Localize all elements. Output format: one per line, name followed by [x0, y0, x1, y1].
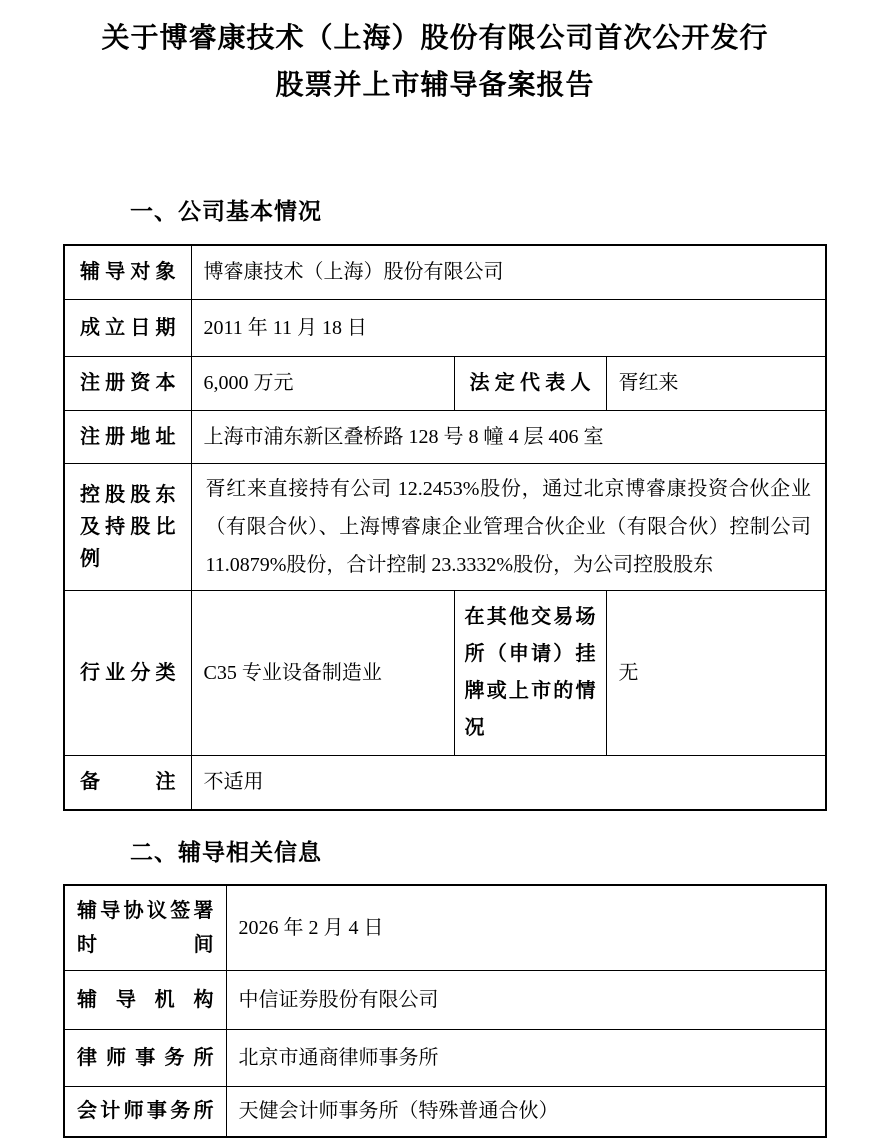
registered-address-label: 注册地址	[64, 410, 191, 463]
table-row-accounting-firm	[64, 1086, 826, 1137]
registered-capital-label: 注册资本	[64, 356, 191, 410]
registered-capital-value: 6,000 万元	[191, 356, 454, 410]
accounting-firm-label: 会计师事务所	[64, 1086, 226, 1137]
table-row-establish-date	[64, 299, 826, 356]
law-firm-label: 律师事务所	[64, 1029, 226, 1086]
remarks-value: 不适用	[191, 755, 826, 810]
industry-classification-value: C35 专业设备制造业	[191, 590, 454, 755]
establish-date-label: 成立日期	[64, 299, 191, 356]
tutoring-target-value: 博睿康技术（上海）股份有限公司	[191, 245, 826, 299]
table-row-tutoring-institution	[64, 970, 826, 1029]
table-row-law-firm	[64, 1029, 826, 1086]
table-row-agreement-sign-time	[64, 885, 826, 970]
document-title	[0, 0, 870, 108]
agreement-sign-time-value: 2026 年 2 月 4 日	[226, 885, 826, 970]
table-row-remarks	[64, 755, 826, 810]
other-listing-label: 在其他交易场所（申请）挂牌或上市的情况	[454, 590, 606, 755]
registered-address-value: 上海市浦东新区叠桥路 128 号 8 幢 4 层 406 室	[191, 410, 826, 463]
accounting-firm-value: 天健会计师事务所（特殊普通合伙）	[226, 1086, 826, 1137]
establish-date-value: 2011 年 11 月 18 日	[191, 299, 826, 356]
section-heading-company: 一、公司基本情况	[130, 198, 322, 224]
document-title-line2: 股票并上市辅导备案报告	[275, 69, 595, 100]
table-row-controlling-shareholder	[64, 463, 826, 590]
tutoring-info-table	[63, 884, 827, 1138]
controlling-shareholder-value: 胥红来直接持有公司 12.2453%股份，通过北京博睿康投资合伙企业（有限合伙）、上海博睿康企业管理合伙企业（有限合伙）控制公司 11.0879%股份，合计控制 23.3332%股份，为公司控股股东	[191, 463, 826, 590]
table-row-registered-address	[64, 410, 826, 463]
law-firm-value: 北京市通商律师事务所	[226, 1029, 826, 1086]
company-info-table	[63, 244, 827, 811]
section-heading-tutoring: 二、辅导相关信息	[130, 839, 322, 865]
tutoring-institution-value: 中信证券股份有限公司	[226, 970, 826, 1029]
legal-representative-value: 胥红来	[606, 356, 826, 410]
legal-representative-label: 法定代表人	[454, 356, 606, 410]
table-row-industry-classification	[64, 590, 826, 755]
agreement-sign-time-label: 辅导协议签署时间	[64, 885, 226, 970]
industry-classification-label: 行业分类	[64, 590, 191, 755]
controlling-shareholder-label: 控股股东及持股比例	[64, 463, 191, 590]
other-listing-value: 无	[606, 590, 826, 755]
tutoring-institution-label: 辅导机构	[64, 970, 226, 1029]
table-row-registered-capital	[64, 356, 826, 410]
remarks-label: 备注	[64, 755, 191, 810]
document-title-line1: 关于博睿康技术（上海）股份有限公司首次公开发行	[101, 22, 769, 53]
tutoring-target-label: 辅导对象	[64, 245, 191, 299]
table-row-tutoring-target	[64, 245, 826, 299]
